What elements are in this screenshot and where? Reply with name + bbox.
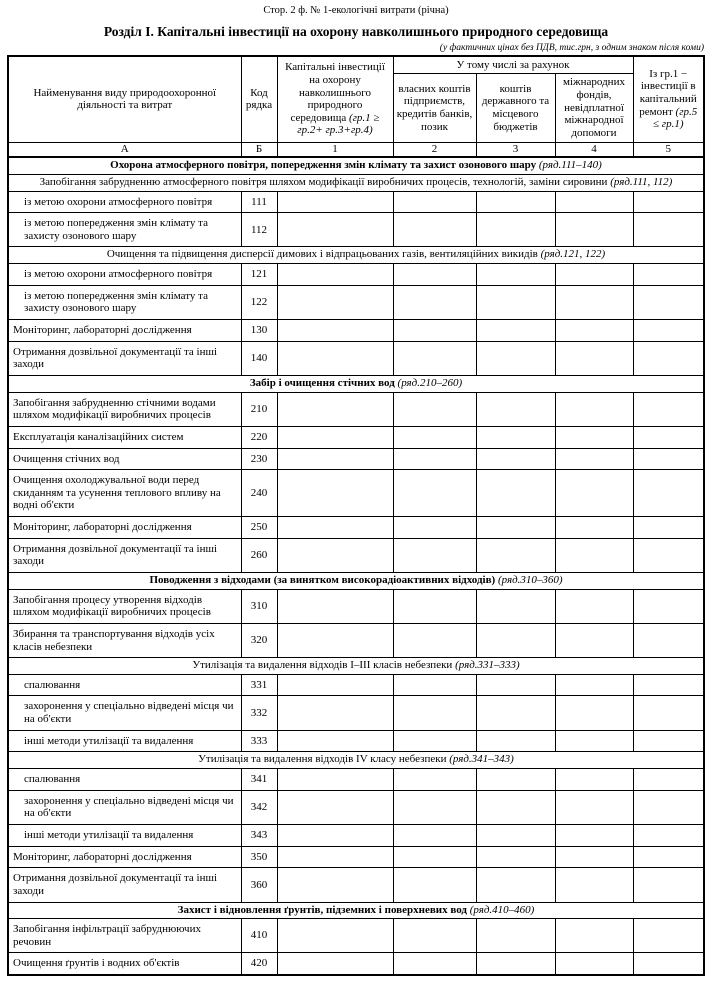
data-cell-col3 [476,730,555,752]
letter-col-1: 1 [277,142,393,157]
data-cell-col2 [393,769,476,791]
col-header-total-text: Капітальні інвестиції на охорону навколишнього природного середовища [285,61,385,124]
data-cell-col3 [476,824,555,846]
table-row [8,790,704,824]
col-header-row-code: Код рядка [241,56,277,142]
section-row-range-note: (ряд.410–460) [469,903,535,916]
table-row [8,426,704,448]
data-cell-col4 [555,730,633,752]
subsection-label: Утилізація та видалення відходів I–III класів небезпеки [192,659,456,672]
activity-label: із метою попередження змін клімату та захисту озонового шару [8,285,241,319]
subsection-row [8,752,704,769]
table-row [8,953,704,975]
data-cell-col1 [277,623,393,657]
subsection-heading [8,247,704,264]
data-cell-col5 [633,341,704,375]
data-cell-col1 [277,392,393,426]
row-code: 121 [241,264,277,286]
data-cell-col1 [277,448,393,470]
data-cell-col4 [555,674,633,696]
data-cell-col2 [393,696,476,730]
subsection-label: Очищення та підвищення дисперсії димових і відпрацьованих газів, вентиляційних викидів [106,248,541,261]
section-row [8,573,704,590]
data-cell-col1 [277,919,393,953]
data-cell-col4 [555,426,633,448]
data-cell-col1 [277,538,393,572]
data-cell-col1 [277,470,393,517]
data-cell-col2 [393,824,476,846]
data-cell-col3 [476,953,555,975]
table-row [8,769,704,791]
data-cell-col1 [277,846,393,868]
data-cell-col1 [277,426,393,448]
section-row-range-note: (ряд.111–140) [538,159,602,172]
data-cell-col2 [393,846,476,868]
data-cell-col1 [277,696,393,730]
letter-col-5: 5 [633,142,704,157]
data-cell-col2 [393,730,476,752]
activity-label: спалювання [8,769,241,791]
row-code: 320 [241,623,277,657]
data-cell-col5 [633,285,704,319]
data-cell-col1 [277,868,393,902]
data-cell-col1 [277,285,393,319]
data-cell-col1 [277,953,393,975]
data-cell-col1 [277,517,393,539]
section-label: Захист і відновлення ґрунтів, підземних і поверхневих вод [177,903,470,916]
data-cell-col5 [633,448,704,470]
subsection-row [8,247,704,264]
data-cell-col4 [555,320,633,342]
table-row [8,264,704,286]
data-cell-col2 [393,538,476,572]
data-cell-col2 [393,426,476,448]
section-heading [8,157,704,174]
data-cell-col5 [633,320,704,342]
col-header-total-investments [277,56,393,142]
column-letters-row [8,142,704,157]
data-cell-col4 [555,264,633,286]
table-row [8,824,704,846]
section-row-range-note: (ряд.310–360) [497,574,563,586]
activity-label: із метою попередження змін клімату та захисту озонового шару [8,213,241,247]
data-cell-col5 [633,674,704,696]
table-row [8,517,704,539]
table-body [8,157,704,975]
section-heading [8,573,704,590]
row-code: 220 [241,426,277,448]
activity-label: Очищення охолоджувальної води перед скиданням та усунення теплового впливу на водні об'єкти [8,470,241,517]
data-cell-col2 [393,517,476,539]
row-code: 341 [241,769,277,791]
data-cell-col5 [633,264,704,286]
data-cell-col4 [555,470,633,517]
col-header-state-budget: коштів державного та місцевого бюджетів [476,74,555,142]
data-cell-col2 [393,470,476,517]
subsection-row [8,658,704,675]
data-cell-col5 [633,730,704,752]
col-header-total-formula: (гр.1 ≥ гр.2+ гр.3+гр.4) [297,111,380,137]
data-cell-col1 [277,341,393,375]
data-cell-col5 [633,846,704,868]
data-cell-col5 [633,470,704,517]
activity-label: спалювання [8,674,241,696]
data-cell-col4 [555,341,633,375]
data-cell-col5 [633,824,704,846]
data-cell-col4 [555,696,633,730]
data-cell-col1 [277,769,393,791]
subsection-row-range-note: (ряд.331–333) [455,659,520,672]
data-cell-col4 [555,392,633,426]
table-row [8,191,704,213]
activity-label: Запобігання забрудненню стічними водами шляхом модифікації виробничих процесів [8,392,241,426]
letter-col-b: Б [241,142,277,157]
data-cell-col2 [393,448,476,470]
row-code: 260 [241,538,277,572]
subsection-row-range-note: (ряд.121, 122) [540,248,606,261]
data-cell-col5 [633,589,704,623]
data-cell-col1 [277,790,393,824]
row-code: 111 [241,191,277,213]
col-header-repair-text: Із гр.1 − інвестиції в капітальний ремонт [639,67,697,118]
data-cell-col5 [633,426,704,448]
data-cell-col1 [277,320,393,342]
investments-table [7,55,705,976]
data-cell-col3 [476,191,555,213]
data-cell-col3 [476,448,555,470]
activity-label: Збирання та транспортування відходів усіх класів небезпеки [8,623,241,657]
data-cell-col2 [393,919,476,953]
section-row [8,375,704,392]
section-heading [8,902,704,919]
row-code: 332 [241,696,277,730]
data-cell-col4 [555,538,633,572]
data-cell-col4 [555,919,633,953]
row-code: 350 [241,846,277,868]
data-cell-col3 [476,470,555,517]
row-code: 122 [241,285,277,319]
data-cell-col5 [633,191,704,213]
data-cell-col4 [555,846,633,868]
activity-label: із метою охорони атмосферного повітря [8,264,241,286]
col-header-international-funds: міжнародних фондів, невідплатної міжнародної допомоги [555,74,633,142]
data-cell-col4 [555,623,633,657]
data-cell-col3 [476,285,555,319]
letter-col-a: А [8,142,241,157]
data-cell-col2 [393,264,476,286]
activity-label: Очищення ґрунтів і водних об'єктів [8,953,241,975]
row-code: 310 [241,589,277,623]
row-code: 240 [241,470,277,517]
activity-label: захоронення у спеціально відведені місця чи на об'єкти [8,790,241,824]
col-header-activity-name: Найменування виду природоохоронної діяльності та витрат [8,56,241,142]
activity-label: Моніторинг, лабораторні дослідження [8,846,241,868]
table-row [8,341,704,375]
data-cell-col5 [633,696,704,730]
data-cell-col1 [277,730,393,752]
subsection-row-range-note: (ряд.111, 112) [610,175,673,188]
section-label: Забір і очищення стічних вод [249,376,398,389]
row-code: 140 [241,341,277,375]
subsection-row [8,174,704,191]
data-cell-col3 [476,426,555,448]
data-cell-col4 [555,448,633,470]
row-code: 130 [241,320,277,342]
row-code: 210 [241,392,277,426]
data-cell-col2 [393,674,476,696]
activity-label: Експлуатація каналізаційних систем [8,426,241,448]
subsection-label: Утилізація та видалення відходів IV класу небезпеки [198,753,450,766]
data-cell-col2 [393,623,476,657]
data-cell-col3 [476,919,555,953]
header-row-top [8,56,704,74]
data-cell-col3 [476,320,555,342]
data-cell-col5 [633,769,704,791]
table-row [8,448,704,470]
subsection-heading [8,658,704,675]
data-cell-col3 [476,538,555,572]
section-heading [8,375,704,392]
table-row [8,213,704,247]
row-code: 343 [241,824,277,846]
col-header-capital-repair [633,56,704,142]
data-cell-col4 [555,285,633,319]
data-cell-col4 [555,589,633,623]
data-cell-col2 [393,392,476,426]
data-cell-col2 [393,790,476,824]
data-cell-col1 [277,589,393,623]
activity-label: Запобігання процесу утворення відходів шляхом модифікації виробничих процесів [8,589,241,623]
data-cell-col3 [476,589,555,623]
subsection-row-range-note: (ряд.341–343) [449,753,514,766]
data-cell-col4 [555,769,633,791]
data-cell-col1 [277,213,393,247]
data-cell-col4 [555,868,633,902]
table-row [8,538,704,572]
row-code: 410 [241,919,277,953]
activity-label: Моніторинг, лабораторні дослідження [8,320,241,342]
letter-col-3: 3 [476,142,555,157]
row-code: 230 [241,448,277,470]
data-cell-col2 [393,589,476,623]
data-cell-col5 [633,517,704,539]
section-label: Поводження з відходами (за винятком високорадіоактивних відходів) [149,574,498,586]
section-row [8,157,704,174]
data-cell-col3 [476,517,555,539]
row-code: 360 [241,868,277,902]
table-row [8,696,704,730]
col-header-group-including: У тому числі за рахунок [393,56,633,74]
data-cell-col5 [633,953,704,975]
table-row [8,919,704,953]
activity-label: захоронення у спеціально відведені місця чи на об'єкти [8,696,241,730]
data-cell-col3 [476,769,555,791]
data-cell-col5 [633,213,704,247]
data-cell-col4 [555,191,633,213]
data-cell-col4 [555,517,633,539]
letter-col-2: 2 [393,142,476,157]
data-cell-col3 [476,868,555,902]
row-code: 250 [241,517,277,539]
data-cell-col5 [633,538,704,572]
data-cell-col2 [393,868,476,902]
page-header-note: Стор. 2 ф. № 1-екологічні витрати (річна) [263,5,449,16]
data-cell-col4 [555,790,633,824]
table-row [8,868,704,902]
data-cell-col3 [476,790,555,824]
row-code: 112 [241,213,277,247]
data-cell-col5 [633,919,704,953]
data-cell-col1 [277,264,393,286]
activity-label: інші методи утилізації та видалення [8,730,241,752]
data-cell-col2 [393,341,476,375]
row-code: 333 [241,730,277,752]
row-code: 331 [241,674,277,696]
col-header-own-funds: власних коштів підприємств, кредитів банків, позик [393,74,476,142]
data-cell-col4 [555,213,633,247]
table-row [8,320,704,342]
activity-label: Отримання дозвільної документації та інші заходи [8,341,241,375]
data-cell-col2 [393,213,476,247]
activity-label: Запобігання інфільтрації забруднюючих речовин [8,919,241,953]
activity-label: Отримання дозвільної документації та інші заходи [8,538,241,572]
data-cell-col5 [633,790,704,824]
data-cell-col4 [555,953,633,975]
table-row [8,674,704,696]
page-title: Розділ I. Капітальні інвестиції на охорону навколишнього природного середовища [103,23,609,39]
activity-label: із метою охорони атмосферного повітря [8,191,241,213]
page-subtitle: (у фактичних цінах без ПДВ, тис.грн, з одним знаком після коми) [439,42,704,53]
activity-label: Очищення стічних вод [8,448,241,470]
table-row [8,623,704,657]
col-header-repair-formula: (гр.5 ≤ гр.1) [653,105,698,131]
subsection-heading [8,752,704,769]
table-row [8,392,704,426]
data-cell-col1 [277,191,393,213]
table-row [8,846,704,868]
section-row-range-note: (ряд.210–260) [397,376,463,389]
data-cell-col2 [393,320,476,342]
data-cell-col1 [277,824,393,846]
letter-col-4: 4 [555,142,633,157]
activity-label: інші методи утилізації та видалення [8,824,241,846]
data-cell-col3 [476,392,555,426]
data-cell-col3 [476,846,555,868]
table-row [8,470,704,517]
data-cell-col4 [555,824,633,846]
data-cell-col2 [393,285,476,319]
subsection-label: Запобігання забрудненню атмосферного повітря шляхом модифікації виробничих процесів, технологій, заміни сировини [39,175,611,188]
data-cell-col3 [476,264,555,286]
table-row [8,730,704,752]
data-cell-col5 [633,868,704,902]
section-row [8,902,704,919]
data-cell-col3 [476,623,555,657]
data-cell-col1 [277,674,393,696]
activity-label: Моніторинг, лабораторні дослідження [8,517,241,539]
data-cell-col3 [476,696,555,730]
section-label: Охорона атмосферного повітря, попередження змін клімату та захист озонового шару [110,159,539,172]
data-cell-col2 [393,191,476,213]
row-code: 342 [241,790,277,824]
data-cell-col5 [633,623,704,657]
row-code: 420 [241,953,277,975]
data-cell-col3 [476,674,555,696]
data-cell-col3 [476,213,555,247]
data-cell-col5 [633,392,704,426]
data-cell-col2 [393,953,476,975]
table-row [8,589,704,623]
table-row [8,285,704,319]
activity-label: Отримання дозвільної документації та інші заходи [8,868,241,902]
data-cell-col3 [476,341,555,375]
subsection-heading [8,174,704,191]
